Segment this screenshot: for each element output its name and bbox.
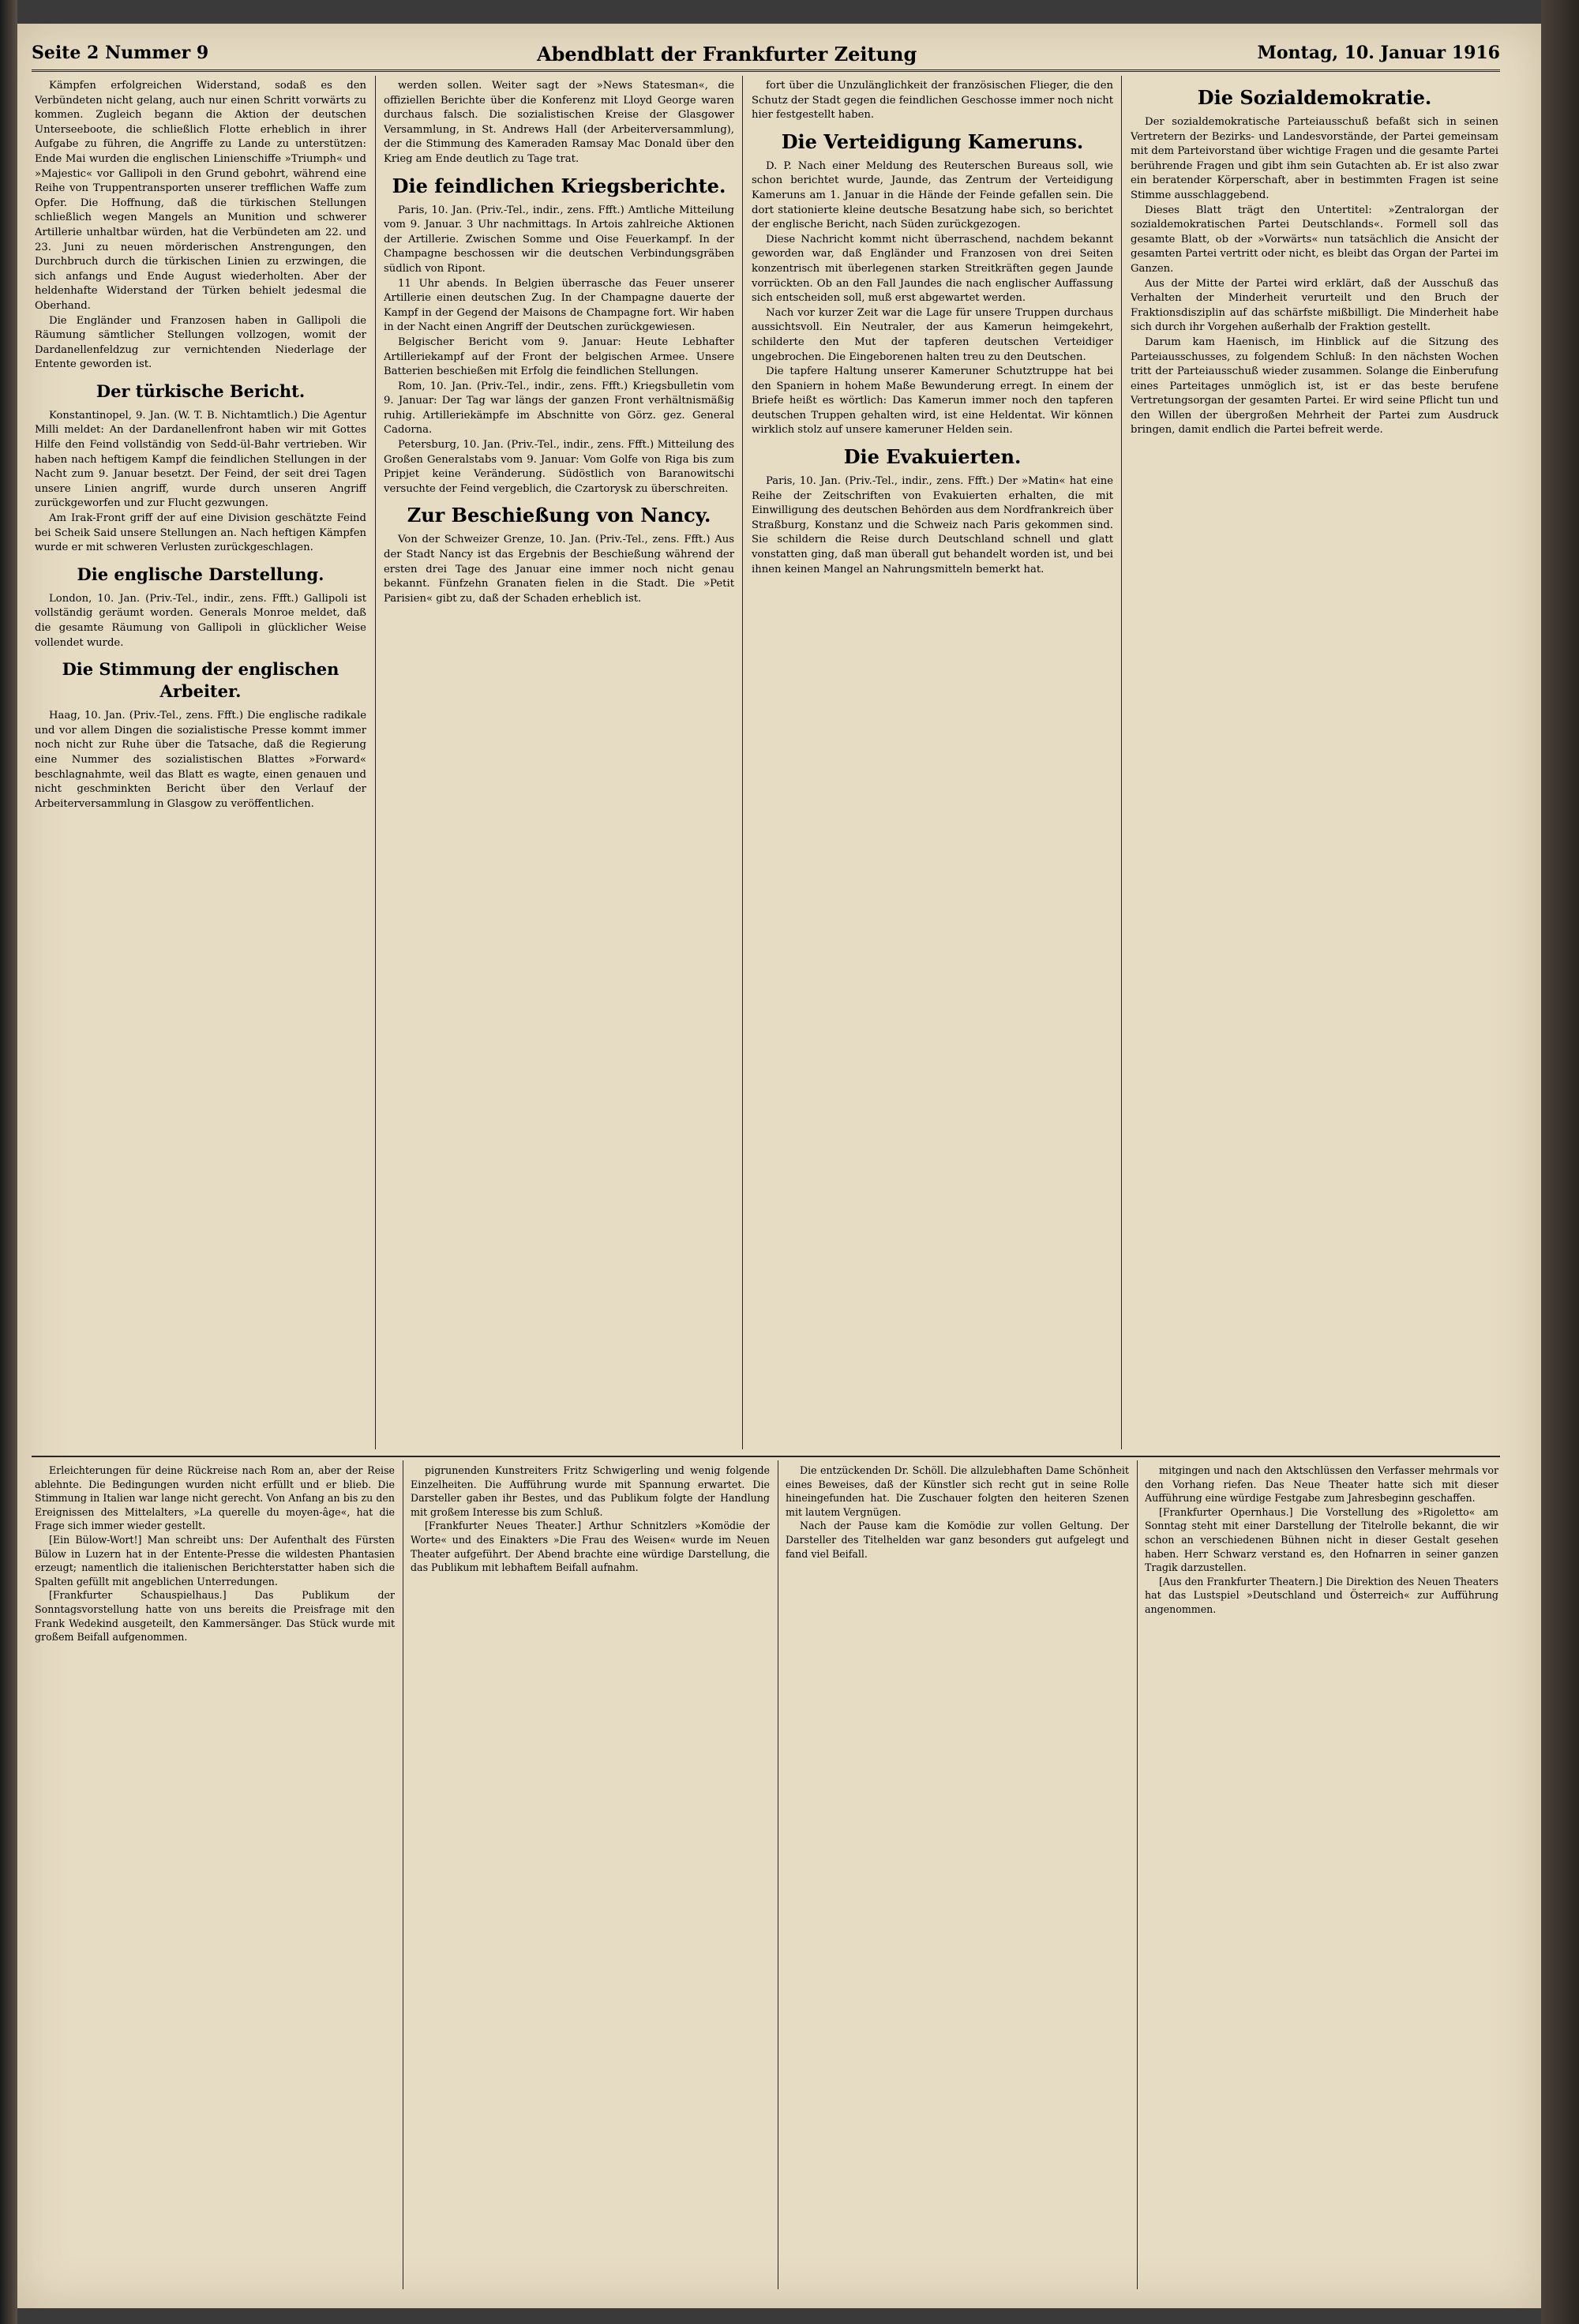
column-rule	[1121, 76, 1122, 1449]
article-headline: Die Evakuierten.	[843, 445, 1022, 469]
feuilleton-paragraph: [Frankfurter Neues Theater.] Arthur Schnitzlers »Komödie der Worte« und des Einakters »Die Frau des Weisen« wurde im Neuen Theater aufgeführt. Der Abend brachte eine würdige Darstellung, die das Publikum mit lebhaftem Beifall aufnahm.	[411, 1520, 770, 1574]
article-headline: Der türkische Bericht.	[96, 380, 306, 401]
article-paragraph: Kämpfen erfolgreichen Widerstand, sodaß es den Verbündeten nicht gelang, auch nur einen Schritt vorwärts zu kommen. Zugleich begann die Aktion der deutschen Unterseeboote, die schließlich Flotte erheblich in ihrer Aufgabe zu führen, die Angriffe zu Lande zu unterstützen: Ende Mai wurden die englischen Linienschiffe »Triumph« und »Majestic« vor Gallipoli in den Grund gebohrt, während eine Reihe von Truppentransporten unserer trefflichen Waffe zum Opfer. Die Hoffnung, daß die türkischen Stellungen schließlich wegen Mangels an Munition und schwerer Artillerie unhaltbar würden, hat die Verbündeten am 22. und 23. Juni zu neuen mörderischen Anstrengungen, den Durchbruch durch die türkischen Linien zu erzwingen, die sich anfangs und Ende August wiederholten. Aber der heldenhafte Widerstand der Türken behielt jedesmal die Oberhand.	[35, 80, 366, 312]
article-paragraph: Paris, 10. Jan. (Priv.-Tel., indir., zens. Ffft.) Amtliche Mitteilung vom 9. Januar. 3 Uhr nachmittags. In Artois zahlreiche Aktionen der Artillerie. Zwischen Somme und Oise Feuerkampf. In der Champagne beschossen wir die deutschen Verbindungsgräben südlich von Ripont.	[384, 204, 734, 275]
column-rule	[1137, 1460, 1138, 2289]
article-paragraph: Am Irak-Front griff der auf eine Division geschätzte Feind bei Scheik Said unsere Stellungen an. Nach heftigen Kämpfen wurde er mit schweren Verlusten zurückgeschlagen.	[35, 512, 366, 554]
feuilleton-column-4	[1145, 1464, 1498, 2285]
article-paragraph: Belgischer Bericht vom 9. Januar: Heute Lebhafter Artilleriekampf auf der Front der belgischen Armee. Unsere Batterien beschießen mit Erfolg die feindlichen Stellungen.	[384, 335, 734, 378]
feuilleton-column-3	[786, 1464, 1129, 2285]
article-headline: Die Verteidigung Kameruns.	[781, 129, 1084, 153]
book-binding-left	[0, 0, 17, 2324]
article-paragraph: D. P. Nach einer Meldung des Reuterschen Bureaus soll, wie schon berichtet wurde, Jaunde, das Zentrum der Verteidigung Kameruns am 1. Januar in die Hände der Feinde gefallen sein. Die dort stationierte kleine deutsche Besatzung habe sich, so berichtet der englische Bericht, nach Süden zurückgezogen.	[752, 159, 1113, 231]
article-paragraph: Diese Nachricht kommt nicht überraschend, nachdem bekannt geworden war, daß Engländer und Franzosen von drei Seiten konzentrisch mit überlegenen starken Streitkräften gegen Jaunde vorrückten. Ob an den Fall Jaundes die nach englischer Auffassung sich entscheiden soll, muß erst abgewartet werden.	[752, 233, 1113, 305]
article-headline: Die Sozialdemokratie.	[1197, 86, 1432, 109]
feuilleton-paragraph: pigrunenden Kunstreiters Fritz Schwigerling und wenig folgende Einzelheiten. Die Aufführung wurde mit Spannung erwartet. Die Darsteller gaben ihr Bestes, und das Publikum folgte der Handlung mit großem Interesse bis zum Schluß.	[411, 1464, 770, 1518]
article-paragraph: Paris, 10. Jan. (Priv.-Tel., indir., zens. Ffft.) Der »Matin« hat eine Reihe der Zeitschriften von Evakuierten erhalten, die mit Einwilligung des deutschen Behörden aus dem Nordfrankreich über Straßburg, Konstanz und die Schweiz nach Paris gekommen sind. Sie schildern die Reise durch Deutschland schnell und glatt vonstatten ging, daß man überall gut behandelt worden ist, und bei ihnen keinen Mangel an Nahrungsmitteln bemerkt hat.	[752, 475, 1113, 575]
column-4	[1131, 79, 1498, 1449]
article-paragraph: Rom, 10. Jan. (Priv.-Tel., indir., zens. Ffft.) Kriegsbulletin vom 9. Januar: Der Tag war längs der ganzen Front verhältnismäßig ruhig. Artilleriekämpfe im Abschnitte von Görz. gez. General Cadorna.	[384, 380, 734, 437]
article-paragraph: Konstantinopel, 9. Jan. (W. T. B. Nichtamtlich.) Die Agentur Milli meldet: An der Dardanellenfront haben wir mit Gottes Hilfe den Feind vollständig von Sedd-ül-Bahr vertrieben. Wir haben nach heftigem Kampf die feindlichen Stellungen in der Nacht zum 9. Januar besetzt. Der Feind, der seit drei Tagen unsere Linien angriff, wurde durch unseren Angriff zurückgeworfen und zur Flucht gezwungen.	[35, 409, 366, 510]
column-1	[35, 79, 366, 1449]
article-paragraph: Nach vor kurzer Zeit war die Lage für unsere Truppen durchaus aussichtsvoll. Ein Neutraler, der aus Kamerun heimgekehrt, schilderte den Mut der tapferen deutschen Verteidiger ungebrochen. Die Eingeborenen halten treu zu den Deutschen.	[752, 306, 1113, 363]
article-paragraph: Aus der Mitte der Partei wird erklärt, daß der Ausschuß das Verhalten der Minderheit verurteilt und den Bruch der Fraktionsdisziplin auf das schärfste mißbilligt. Die Minderheit habe sich durch ihr Vorgehen außerhalb der Fraktion gestellt.	[1131, 277, 1498, 334]
header-date: Montag, 10. Januar 1916	[1257, 43, 1500, 63]
article-paragraph: Petersburg, 10. Jan. (Priv.-Tel., indir., zens. Ffft.) Mitteilung des Großen Generalstabs vom 9. Januar: Vom Golfe von Riga bis zum Pripjet keine Veränderung. Südöstlich von Baranowitschi versuchte der Feind vergeblich, die Czartorysk zu überschreiten.	[384, 439, 734, 495]
article-paragraph: fort über die Unzulänglichkeit der französischen Flieger, die den Schutz der Stadt gegen die feindlichen Geschosse immer noch nicht hier festgestellt haben.	[752, 80, 1113, 122]
column-2	[384, 79, 734, 1449]
feuilleton-rule	[32, 1456, 1500, 1457]
column-rule	[375, 76, 376, 1449]
feuilleton-paragraph: [Ein Bülow-Wort!] Man schreibt uns: Der Aufenthalt des Fürsten Bülow in Luzern hat in der Entente-Presse die wildesten Phantasien erzeugt; namentlich die italienischen Berichterstatter haben sich die Spalten gefüllt mit angeblichen Unterredungen.	[35, 1533, 395, 1587]
article-paragraph: Die tapfere Haltung unserer Kameruner Schutztruppe hat bei den Spaniern in hohem Maße Bewunderung erregt. In einem der Briefe heißt es wörtlich: Das Kamerun immer noch den tapferen deutschen Truppen gehalten wird, ist eine Heldentat. Wir können wirklich stolz auf unsere kameruner Helden sein.	[752, 365, 1113, 437]
article-paragraph: werden sollen. Weiter sagt der »News Statesman«, die offiziellen Berichte über die Konferenz mit Lloyd George waren durchaus falsch. Die sozialistischen Kreise der Glasgower Versammlung, in St. Andrews Hall (der Arbeiterversammlung), der die Stimmung des Kameraden Ramsay Mac Donald über den Krieg am Ende deutlich zu Tage trat.	[384, 80, 734, 165]
column-rule	[742, 76, 743, 1449]
feuilleton-paragraph: [Frankfurter Schauspielhaus.] Das Publikum der Sonntagsvorstellung hatte von uns bereits die Preisfrage mit den Frank Wedekind ausgeteilt, den Kammersänger. Das Stück wurde mit großem Beifall aufgenommen.	[35, 1589, 395, 1644]
article-paragraph: Von der Schweizer Grenze, 10. Jan. (Priv.-Tel., zens. Ffft.) Aus der Stadt Nancy ist das Ergebnis der Beschießung während der ersten drei Tage des Januar eine immer noch nicht genau bekannt. Fünfzehn Granaten fielen in die Stadt. Die »Petit Parisien« gibt zu, daß der Schaden erheblich ist.	[384, 534, 734, 605]
feuilleton-paragraph: Erleichterungen für deine Rückreise nach Rom an, aber der Reise ablehnte. Die Bedingungen wurden nicht erfüllt und er blieb. Die Stimmung in Italien war lange nicht gerecht. Von Anfang an bis zu den Ereignissen des Mittelalters, »La querelle du moyen-âge«, hat die Frage sich immer wieder gestellt.	[35, 1464, 395, 1532]
book-binding-right	[1541, 0, 1579, 2324]
feuilleton-column-2	[411, 1464, 770, 2285]
article-paragraph: 11 Uhr abends. In Belgien überrasche das Feuer unserer Artillerie einen deutschen Zug. In der Champagne dauerte der Kampf in der Gegend der Maisons de Champagne fort. Wir haben in der Nacht einen Angriff der Deutschen zurückgewiesen.	[384, 277, 734, 334]
feuilleton-paragraph: mitgingen und nach den Aktschlüssen den Verfasser mehrmals vor den Vorhang riefen. Das Neue Theater hatte sich mit dieser Aufführung eine würdige Festgabe zum Jahresbeginn geschaffen.	[1145, 1464, 1498, 1505]
article-headline: Die Stimmung der englischen Arbeiter.	[62, 659, 339, 702]
article-paragraph: London, 10. Jan. (Priv.-Tel., indir., zens. Ffft.) Gallipoli ist vollständig geräumt worden. Generals Monroe meldet, daß die gesamte Räumung von Gallipoli in glücklicher Weise vollendet wurde.	[35, 592, 366, 649]
column-3	[752, 79, 1113, 1449]
feuilleton-paragraph: Die entzückenden Dr. Schöll. Die allzulebhaften Dame Schönheit eines Beweises, daß der Künstler sich recht gut in seine Rolle hineingefunden hat. Die Zuschauer folgten den heiteren Szenen mit lautem Vergnügen.	[786, 1464, 1129, 1518]
header-page-number: Seite 2 Nummer 9	[32, 43, 209, 63]
feuilleton-paragraph: Nach der Pause kam die Komödie zur vollen Geltung. Der Darsteller des Titelhelden war ganz besonders gut aufgelegt und fand viel Beifall.	[786, 1520, 1129, 1560]
article-paragraph: Darum kam Haenisch, im Hinblick auf die Sitzung des Parteiausschusses, zu folgendem Schluß: In den nächsten Wochen tritt der Parteiausschuß wieder zusammen. Solange die Einberufung eines Parteitages unmöglich ist, ist er das beste berufene Vertretungsorgan der gesamten Partei. Er wird seine Pflicht tun und den Willen der übergroßen Mehrheit der Partei zum Ausdruck bringen, damit endlich die Partei befreit werde.	[1131, 335, 1498, 437]
article-paragraph: Dieses Blatt trägt den Untertitel: »Zentralorgan der sozialdemokratischen Partei Deutschlands«. Formell soll das gesamte Blatt, ob der »Vorwärts« nun tatsächlich die Ansicht der gesamten Partei vertritt oder nicht, es bleibt das Organ der Partei im Ganzen.	[1131, 204, 1498, 275]
article-paragraph: Haag, 10. Jan. (Priv.-Tel., zens. Ffft.) Die englische radikale und vor allem Dingen die sozialistische Presse kommt immer noch nicht zur Ruhe über die Tatsache, daß die Regierung eine Nummer des sozialistischen Blattes »Forward« beschlagnahmte, weil das Blatt es wagte, einen genauen und nicht geschminkten Bericht über den Verlauf der Arbeiterversammlung in Glasgow zu veröffentlichen.	[35, 710, 366, 810]
article-paragraph: Die Engländer und Franzosen haben in Gallipoli die Räumung sämtlicher Stellungen vollzogen, womit der Dardanellenfeldzug zur vernichtenden Niederlage der Entente geworden ist.	[35, 314, 366, 371]
article-headline: Die englische Darstellung.	[77, 564, 324, 584]
feuilleton-column-1	[35, 1464, 395, 2285]
article-headline: Die feindlichen Kriegsberichte.	[392, 174, 726, 197]
article-paragraph: Der sozialdemokratische Parteiausschuß befaßt sich in seinen Vertretern der Bezirks- und Landesvorstände, der Partei gemeinsam mit dem Parteivorstand über wichtige Fragen und die gesamte Partei berührende Fragen und gibt ihm sein Gutachten ab. Er ist also zwar ein beratender Körperschaft, aber in bestimmten Fragen ist seine Stimme ausschlaggebend.	[1131, 116, 1498, 201]
header-masthead: Abendblatt der Frankfurter Zeitung	[537, 43, 917, 66]
article-headline: Zur Beschießung von Nancy.	[407, 504, 711, 527]
feuilleton-paragraph: [Aus den Frankfurter Theatern.] Die Direktion des Neuen Theaters hat das Lustspiel »Deutschland und Österreich« zur Aufführung angenommen.	[1145, 1575, 1498, 1615]
feuilleton-paragraph: [Frankfurter Opernhaus.] Die Vorstellung des »Rigoletto« am Sonntag steht mit einer Darstellung der Titelrolle bekannt, die wir schon an verschiedenen Bühnen nicht in dieser Gestalt gesehen haben. Herr Schwarz verstand es, den Hofnarren in seiner ganzen Tragik darzustellen.	[1145, 1505, 1498, 1574]
page-header	[32, 38, 1500, 72]
